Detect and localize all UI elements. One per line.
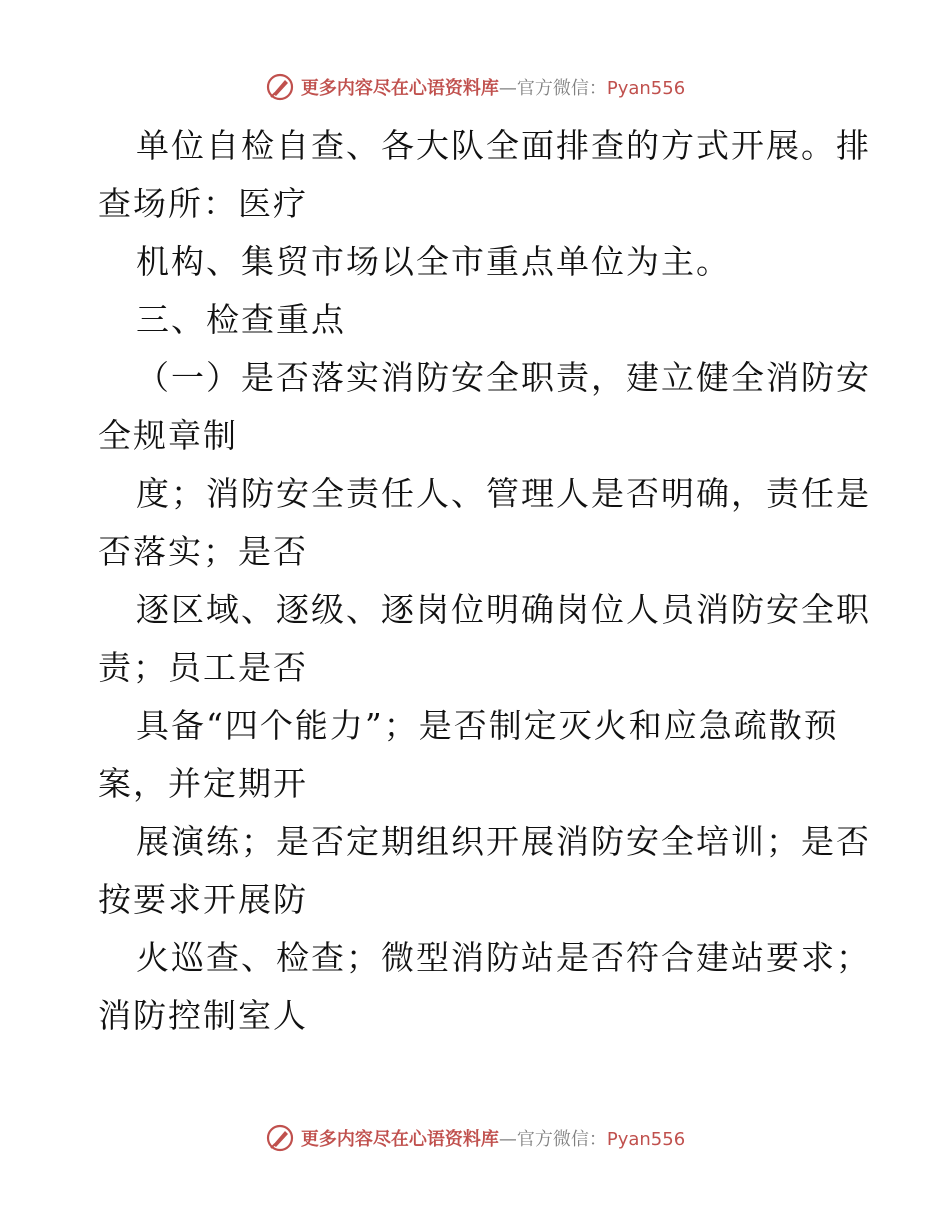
watermark-id: Pyan556	[606, 78, 686, 99]
text-line: 消防控制室人	[98, 996, 308, 1035]
watermark-site: 更多内容尽在心语资料库	[300, 1129, 499, 1150]
watermark-site: 更多内容尽在心语资料库	[300, 78, 499, 99]
text-line: 查场所：医疗	[98, 184, 308, 223]
watermark-id: Pyan556	[606, 1129, 686, 1150]
text-line: 机构、集贸市场以全市重点单位为主。	[136, 242, 731, 281]
text-line: 展演练；是否定期组织开展消防安全培训；是否	[136, 822, 871, 861]
watermark-dash: —	[498, 78, 517, 99]
footer-watermark	[0, 1123, 950, 1153]
text-line: 具备“四个能力”；是否制定灭火和应急疏散预	[136, 706, 839, 745]
text-line: 单位自检自查、各大队全面排查的方式开展。排	[136, 126, 871, 165]
watermark-label: 官方微信：	[516, 78, 607, 99]
text-line: 按要求开展防	[98, 880, 308, 919]
text-line: 全规章制	[98, 416, 238, 455]
watermark-dash: —	[498, 1129, 517, 1150]
quill-logo-icon	[265, 72, 295, 102]
text-line: 案，并定期开	[98, 764, 308, 803]
text-line: 责；员工是否	[98, 648, 308, 687]
text-line: 度；消防安全责任人、管理人是否明确，责任是	[136, 474, 871, 513]
text-line: 否落实；是否	[98, 532, 308, 571]
section-heading: 三、检查重点	[136, 300, 346, 339]
quill-logo-icon	[265, 1123, 295, 1153]
document-body	[98, 117, 871, 1045]
text-line: 火巡查、检查；微型消防站是否符合建站要求；	[136, 938, 871, 977]
text-line: （一）是否落实消防安全职责，建立健全消防安	[136, 358, 871, 397]
text-line: 逐区域、逐级、逐岗位明确岗位人员消防安全职	[136, 590, 871, 629]
watermark-label: 官方微信：	[516, 1129, 607, 1150]
header-watermark	[0, 72, 950, 102]
